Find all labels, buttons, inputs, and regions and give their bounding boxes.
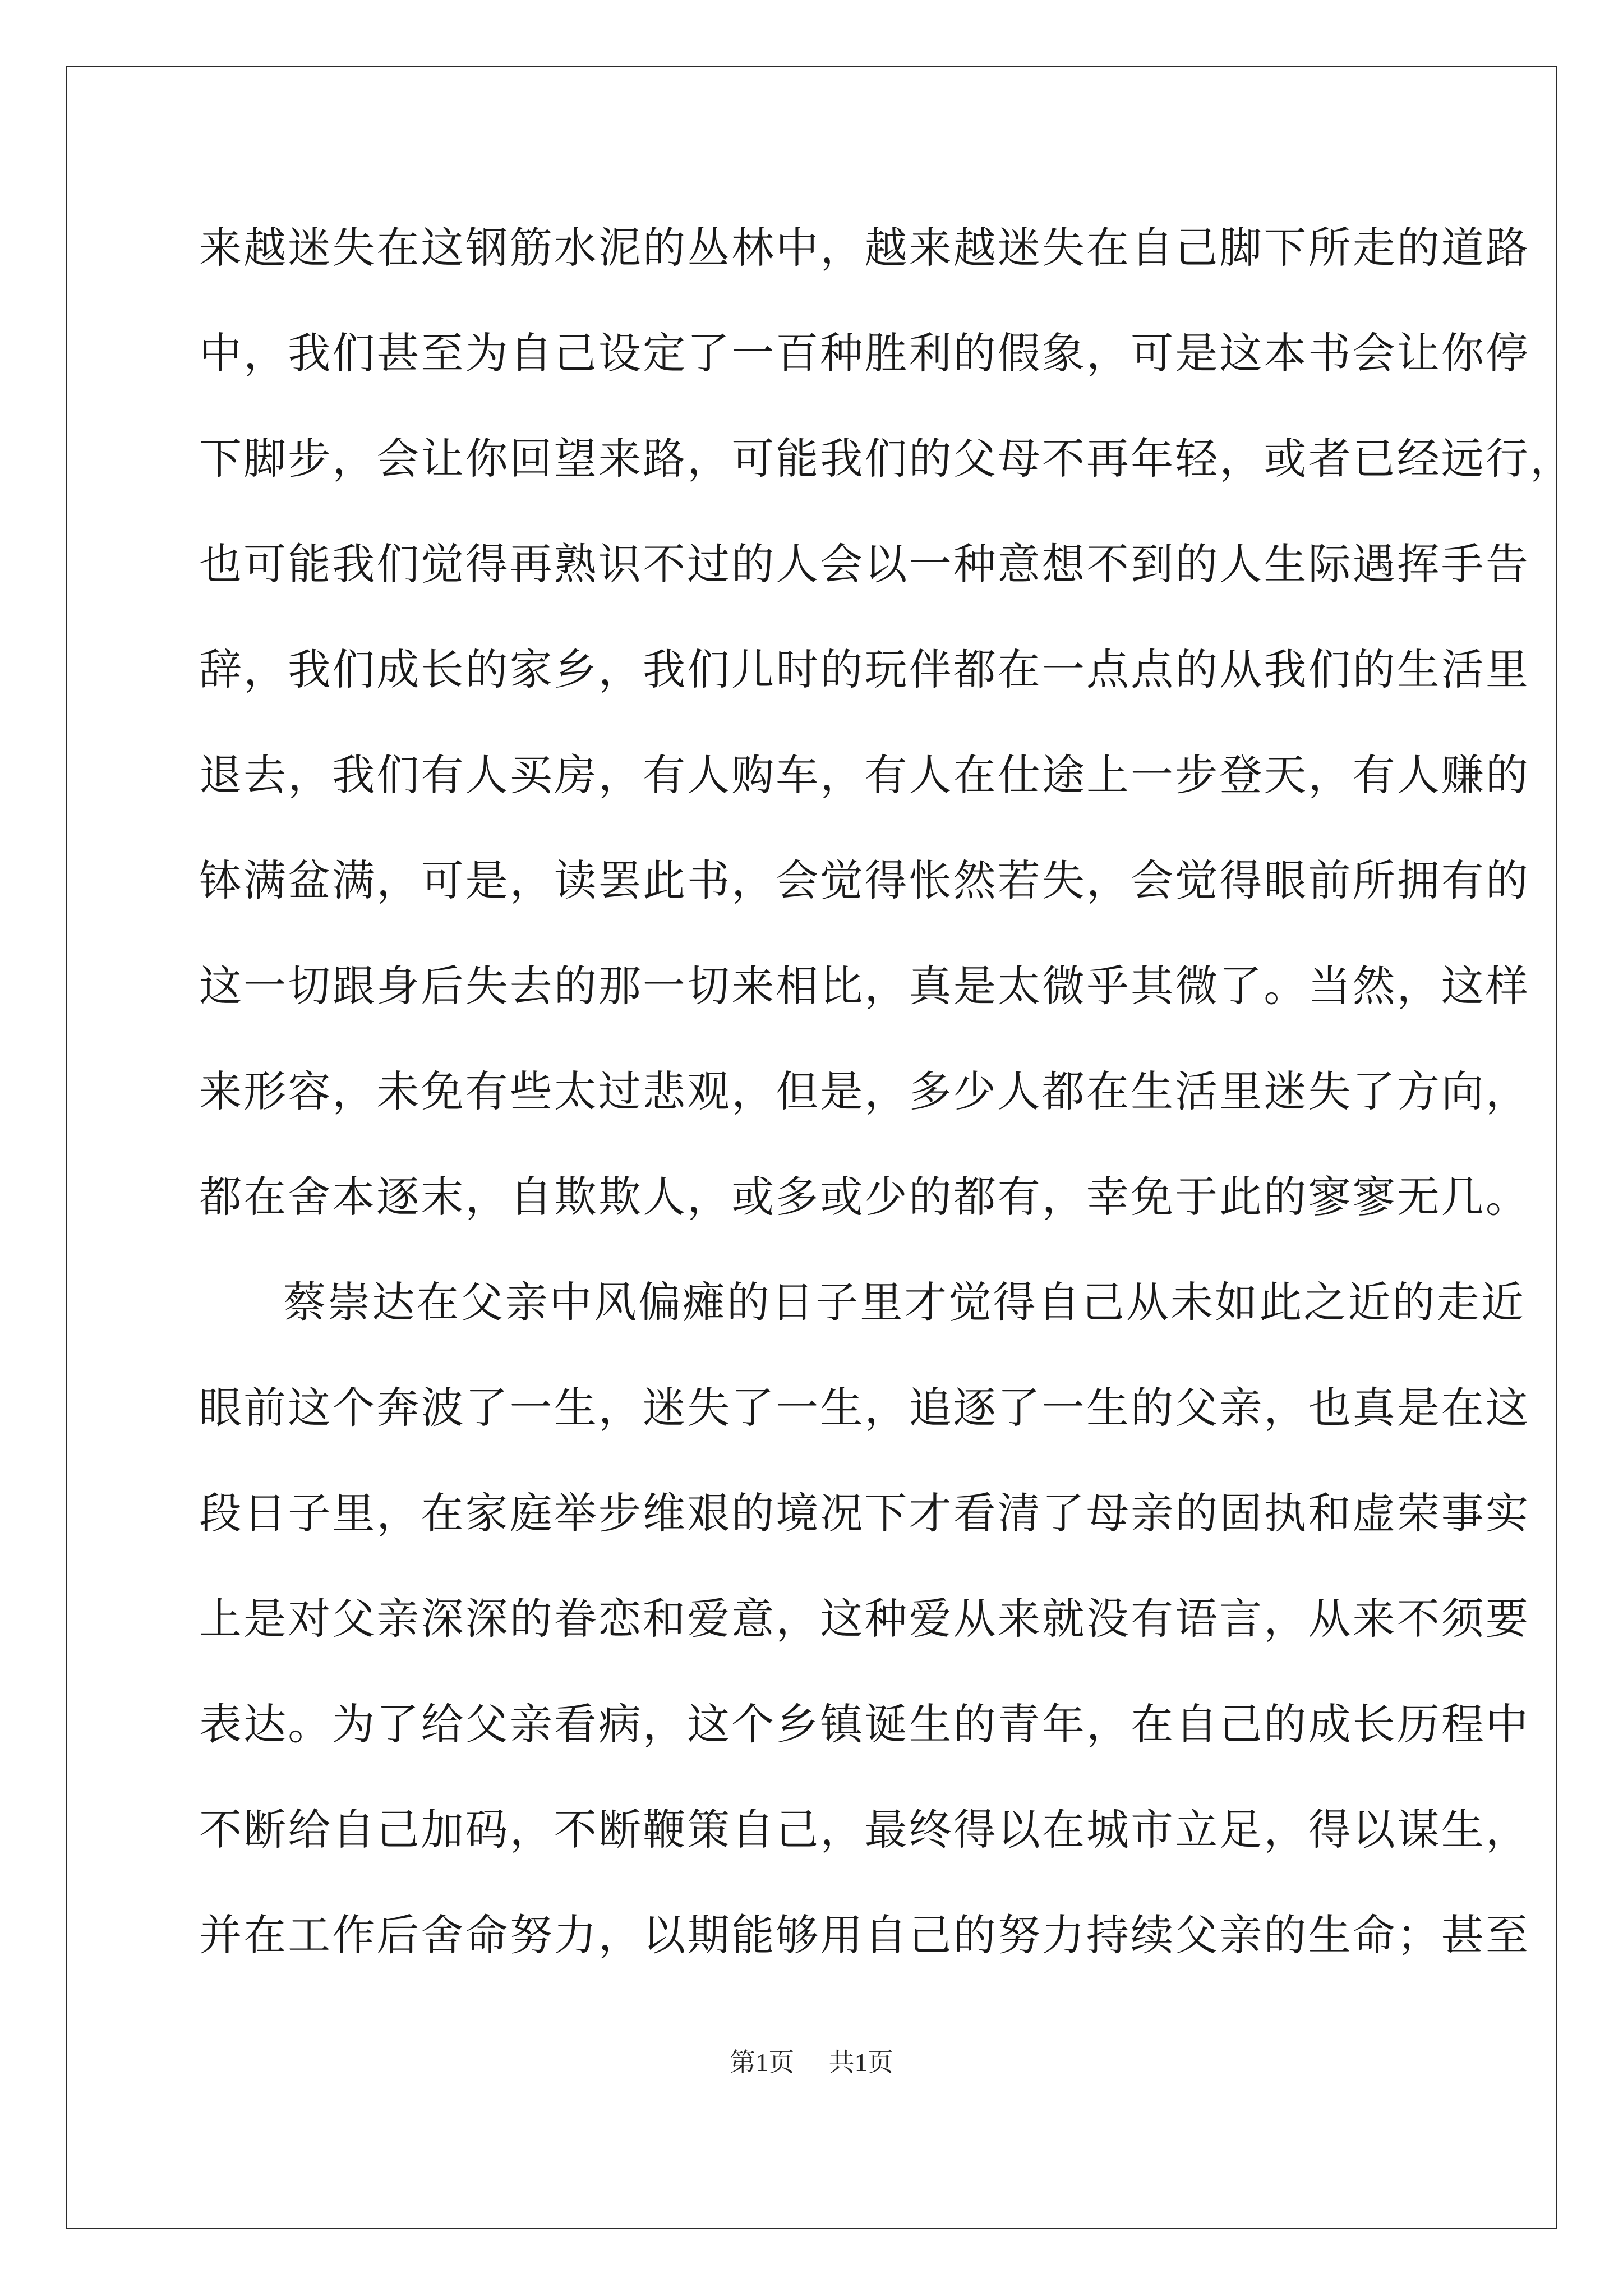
text-line: 并在工作后舍命努力，以期能够用自己的努力持续父亲的生命；甚至	[199, 1910, 1530, 1960]
text-line: 不断给自己加码，不断鞭策自己，最终得以在城市立足，得以谋生，	[199, 1805, 1530, 1855]
text-line: 下脚步，会让你回望来路，可能我们的父母不再年轻，或者已经远行，	[199, 434, 1575, 484]
text-line: 上是对父亲深深的眷恋和爱意，这种爱从来就没有语言，从来不须要	[199, 1594, 1530, 1644]
text-line: 来形容，未免有些太过悲观，但是，多少人都在生活里迷失了方向，	[199, 1066, 1530, 1116]
text-line: 表达。为了给父亲看病，这个乡镇诞生的青年，在自己的成长历程中	[199, 1699, 1530, 1749]
text-line: 段日子里，在家庭举步维艰的境况下才看清了母亲的固执和虚荣事实	[199, 1488, 1530, 1538]
text-line: 都在舍本逐末，自欺欺人，或多或少的都有，幸免于此的寥寥无几。	[199, 1172, 1530, 1222]
text-line: 来越迷失在这钢筋水泥的丛林中，越来越迷失在自己脚下所走的道路	[199, 223, 1530, 273]
page-footer	[0, 2042, 1623, 2079]
text-line: 钵满盆满，可是，读罢此书，会觉得怅然若失，会觉得眼前所拥有的	[199, 855, 1530, 905]
page-total: 共1页	[828, 2048, 893, 2077]
text-line: 退去，我们有人买房，有人购车，有人在仕途上一步登天，有人赚的	[199, 750, 1530, 800]
paragraph-start-line: 蔡崇达在父亲中风偏瘫的日子里才觉得自己从未如此之近的走近	[283, 1277, 1525, 1327]
page-number: 第1页	[730, 2048, 795, 2077]
body-text	[199, 220, 1575, 2013]
text-line: 辞，我们成长的家乡，我们儿时的玩伴都在一点点的从我们的生活里	[199, 645, 1530, 694]
text-line: 中，我们甚至为自己设定了一百种胜利的假象，可是这本书会让你停	[199, 328, 1530, 378]
text-line: 眼前这个奔波了一生，迷失了一生，追逐了一生的父亲，也真是在这	[199, 1383, 1530, 1433]
text-line: 也可能我们觉得再熟识不过的人会以一种意想不到的人生际遇挥手告	[199, 539, 1530, 589]
text-line: 这一切跟身后失去的那一切来相比，真是太微乎其微了。当然，这样	[199, 961, 1530, 1011]
